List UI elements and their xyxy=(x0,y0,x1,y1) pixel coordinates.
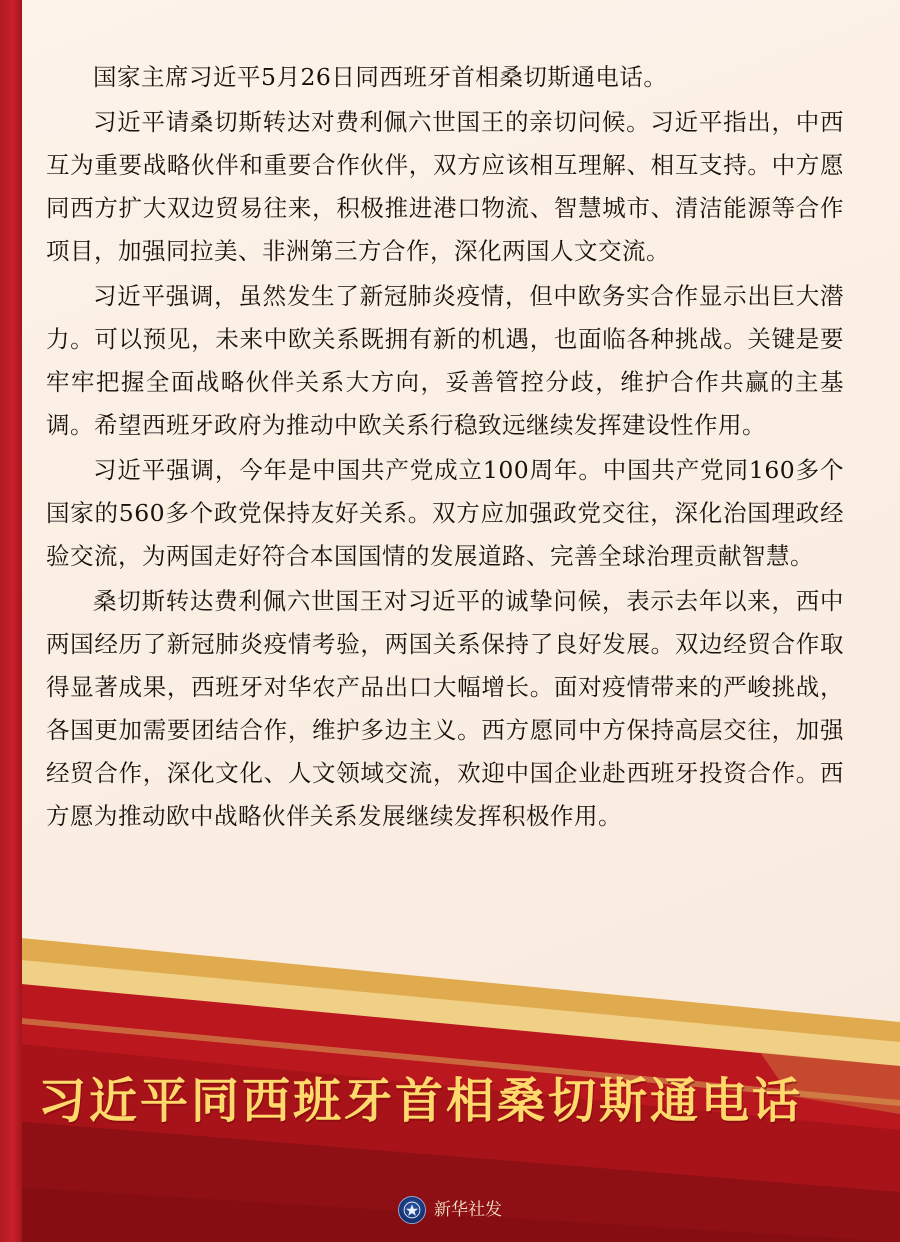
bottom-banner xyxy=(0,924,900,1242)
credit-text: 新华社发 xyxy=(434,1200,502,1220)
paragraph: 桑切斯转达费利佩六世国王对习近平的诚挚问候，表示去年以来，西中两国经历了新冠肺炎疫情考验，两国关系保持了良好发展。双边经贸合作取得显著成果，西班牙对华农产品出口大幅增长。面对疫情带来的严峻挑战，各国更加需要团结合作，维护多边主义。西方愿同中方保持高层交往，加强经贸合作，深化文化、人文领域交流，欢迎中国企业赴西班牙投资合作。西方愿为推动欧中战略伙伴关系发展继续发挥积极作用。 xyxy=(46,587,844,830)
credit-line xyxy=(0,1196,900,1224)
paragraph: 习近平请桑切斯转达对费利佩六世国王的亲切问候。习近平指出，中西互为重要战略伙伴和重要合作伙伴，双方应该相互理解、相互支持。中方愿同西方扩大双边贸易往来，积极推进港口物流、智慧城市、清洁能源等合作项目，加强同拉美、非洲第三方合作，深化两国人文交流。 xyxy=(46,108,844,265)
article-body xyxy=(46,56,844,840)
xinhua-logo-icon xyxy=(398,1196,426,1224)
banner-title: 习近平同西班牙首相桑切斯通电话 xyxy=(38,1073,804,1129)
paragraph: 习近平强调，今年是中国共产党成立100周年。中国共产党同160多个国家的560多个政党保持友好关系。双方应加强政党交往，深化治国理政经验交流，为两国走好符合本国国情的发展道路、完善全球治理贡献智慧。 xyxy=(46,456,844,570)
left-red-bar xyxy=(0,0,22,1242)
paragraph: 习近平强调，虽然发生了新冠肺炎疫情，但中欧务实合作显示出巨大潜力。可以预见，未来中欧关系既拥有新的机遇，也面临各种挑战。关键是要牢牢把握全面战略伙伴关系大方向，妥善管控分歧，维护合作共赢的主基调。希望西班牙政府为推动中欧关系行稳致远继续发挥建设性作用。 xyxy=(46,282,844,439)
paragraph: 国家主席习近平5月26日同西班牙首相桑切斯通电话。 xyxy=(93,63,668,91)
banner-title-wrap xyxy=(0,924,900,1242)
